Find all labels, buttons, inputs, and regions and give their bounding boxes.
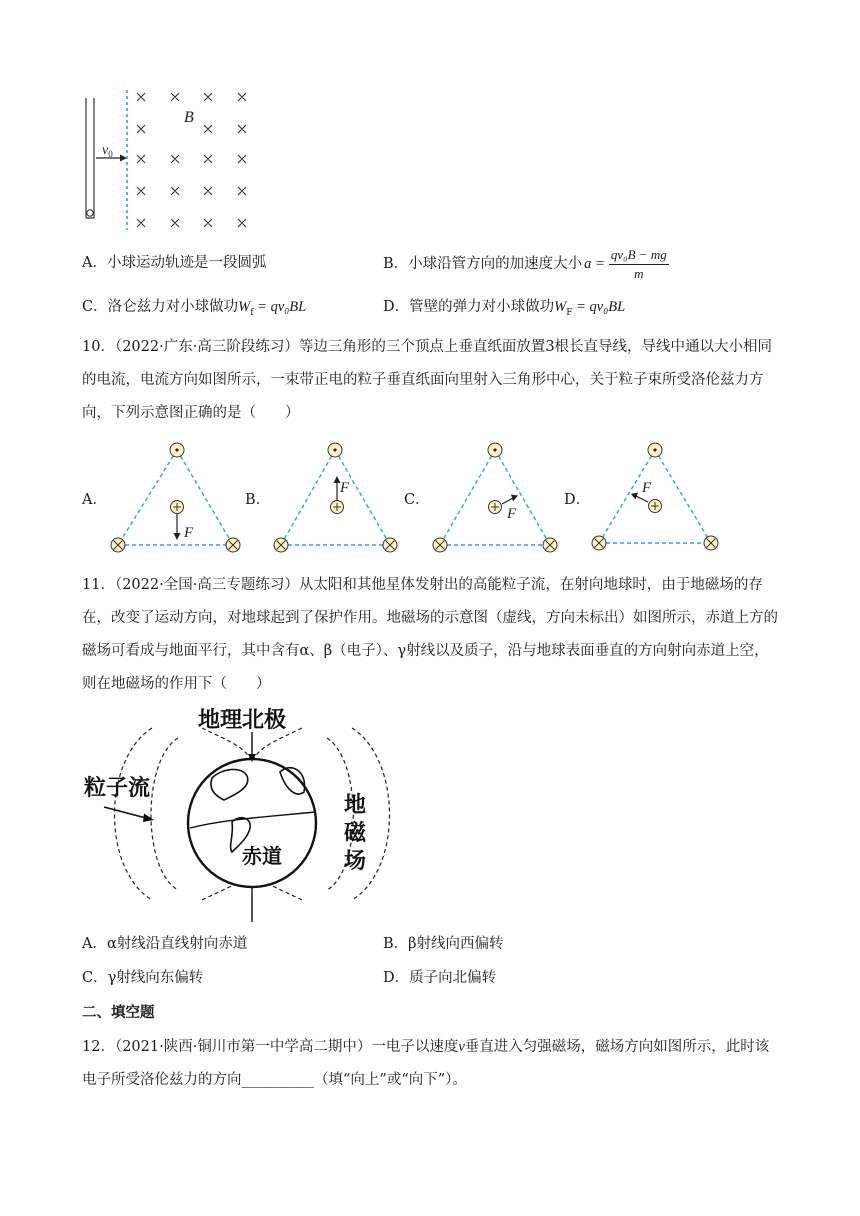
q12-suffix: （填“向上”或“向下”）。 — [314, 1072, 467, 1088]
force-label: F — [642, 480, 652, 496]
option-text: 洛仑兹力对小球做功 — [107, 299, 239, 315]
q11-stem: 11．（2022·全国·高三专题练习）从太阳和其他星体发射出的高能粒子流，在射向地球时，由于地磁场的存在，改变了运动方向，对地球起到了保护作用。地磁场的示意图（虚线，方向未标出）如图所示，赤道上方的磁场可看成与地面平行，其中含有α、β（电子）、γ射线以及质子，沿与地球表面垂直的方向射向赤道上空，则在地磁场的作用下（ ） — [82, 577, 778, 692]
option-text: 管壁的弹力对小球做功 — [409, 299, 555, 315]
vertical-tube — [86, 98, 94, 218]
q9-option-c[interactable] — [82, 297, 306, 323]
force-label: F — [507, 506, 517, 522]
wire-in-icon — [111, 538, 125, 552]
q10-option-d-figure[interactable] — [587, 440, 727, 555]
particle-icon — [171, 501, 184, 514]
field-label-char-1: 地 — [344, 793, 367, 818]
work-symbol: W — [238, 299, 251, 315]
q12-answer-blank[interactable]: __________ — [241, 1072, 314, 1088]
q9-option-d[interactable] — [383, 297, 625, 323]
work-subscript: F — [566, 307, 573, 318]
particle-icon — [649, 500, 662, 513]
q11-earth-field-figure — [82, 700, 402, 925]
force-arrow — [502, 495, 518, 505]
q10-option-c-figure[interactable] — [427, 440, 567, 555]
q11-option-b[interactable]: B．β射线向西偏转 — [383, 936, 504, 952]
acceleration-fraction — [609, 246, 669, 283]
q10-option-b-label[interactable]: B． — [245, 492, 271, 508]
force-label: F — [184, 525, 194, 541]
fraction-denominator: m — [634, 265, 644, 281]
work-subscript: f — [250, 307, 254, 318]
option-letter: C． — [82, 299, 108, 315]
work-symbol: W — [554, 299, 567, 315]
wire-out-icon — [170, 443, 184, 457]
q10-option-a-label[interactable]: A． — [82, 492, 107, 508]
option-letter: D． — [383, 299, 410, 315]
q10-option-b-figure[interactable] — [268, 440, 408, 555]
q9-option-b[interactable] — [383, 245, 669, 283]
particle-flow-arrow — [104, 807, 154, 822]
fraction-numerator: qv₀B − mg — [609, 246, 669, 265]
wire-in-icon — [433, 538, 447, 552]
option-letter: B． — [383, 256, 409, 272]
velocity-label: $v_0$ — [102, 143, 113, 159]
north-pole-label: 地理北极 — [198, 708, 287, 733]
q10-option-d-label[interactable]: D． — [564, 492, 591, 508]
wire-out-icon — [328, 443, 342, 457]
particle-flow-label: 粒子流 — [84, 776, 151, 801]
q9-field-figure — [80, 88, 260, 238]
q10-option-c-label[interactable]: C． — [404, 492, 430, 508]
option-text: 小球沿管方向的加速度大小 — [408, 256, 583, 272]
field-label-B: B — [184, 109, 194, 126]
option-text: 小球运动轨迹是一段圆弧 — [106, 255, 267, 271]
particle-icon — [489, 501, 502, 514]
q11-option-d[interactable]: D．质子向北偏转 — [383, 970, 497, 986]
force-arrow — [174, 514, 181, 540]
q11-option-c[interactable]: C．γ射线向东偏转 — [82, 970, 204, 986]
field-label-char-2: 磁 — [344, 821, 367, 846]
wire-out-icon — [648, 443, 662, 457]
wire-out-icon — [488, 443, 502, 457]
work-formula: = qv₀BL — [253, 299, 307, 315]
section-title: 二、填空题 — [82, 1004, 155, 1021]
wire-in-icon — [274, 538, 288, 552]
q12-stem — [82, 1031, 780, 1097]
q12-velocity-var: v — [458, 1039, 465, 1055]
equator-label: 赤道 — [242, 844, 282, 868]
q10-option-a-figure[interactable] — [105, 440, 245, 555]
q10-stem: 10．（2022·广东·高三阶段练习）等边三角形的三个顶点上垂直纸面放置3根长直导线，导线中通以大小相同的电流，电流方向如图所示，一束带正电的粒子垂直纸面向里射入三角形中心，关于粒子束所受洛伦兹力方向，下列示意图正确的是（ ） — [82, 339, 773, 421]
field-label-char-3: 场 — [344, 849, 367, 874]
force-label: F — [340, 480, 350, 496]
formula-lhs: a = — [584, 256, 605, 272]
wire-in-icon — [543, 538, 557, 552]
option-letter: A． — [82, 255, 107, 271]
wire-in-icon — [704, 536, 718, 550]
wire-in-icon — [226, 538, 240, 552]
q12-mid: 垂直进入匀强磁场，磁场方向如图所示，此时该电子所受洛伦兹力的方向 — [82, 1039, 770, 1088]
wire-in-icon — [383, 538, 397, 552]
q9-option-a[interactable] — [82, 253, 266, 273]
work-formula: = qv₀BL — [572, 299, 626, 315]
q12-prefix: 12．（2021·陕西·铜川市第一中学高二期中）一电子以速度 — [82, 1039, 459, 1055]
particle-icon — [331, 501, 344, 514]
q11-option-a[interactable]: A．α射线沿直线射向赤道 — [82, 936, 248, 952]
wire-in-icon — [592, 536, 606, 550]
